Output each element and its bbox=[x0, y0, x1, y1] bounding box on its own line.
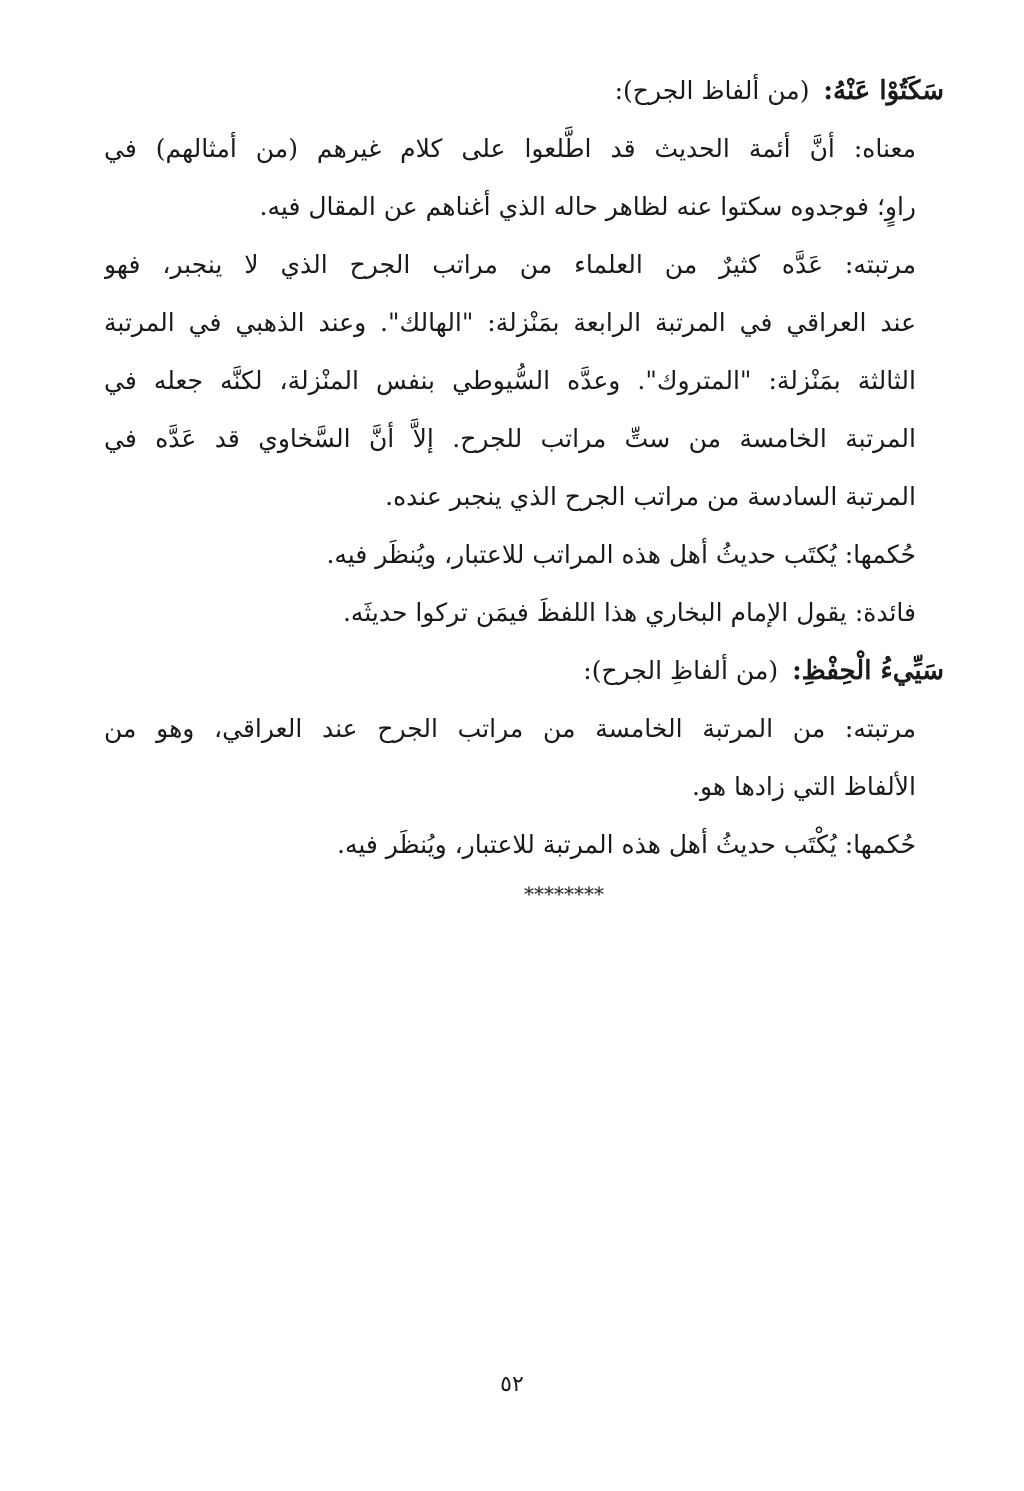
text-line: الثالثة بمَنْزلة: "المتروك". وعدَّه السُّيوطي بنفس المنْزلة، لكنَّه جعله في bbox=[104, 366, 916, 395]
text-line: المرتبة السادسة من مراتب الجرح الذي ينجبر عنده. bbox=[385, 482, 916, 511]
entry-category-note: (من ألفاظ الجرح): bbox=[614, 76, 810, 105]
entry-category-note: (من ألفاظِ الجرح): bbox=[583, 656, 779, 685]
entry-heading-sakatu-anhu bbox=[104, 62, 944, 120]
text-line: مرتبته: من المرتبة الخامسة من مراتب الجرح عند العراقي، وهو من bbox=[104, 714, 916, 743]
page-number: ٥٢ bbox=[500, 1372, 524, 1397]
text-line: الألفاظ التي زادها هو. bbox=[692, 772, 916, 801]
text-line: مرتبته: عَدَّه كثيرٌ من العلماء من مراتب الجرح الذي لا ينجبر، فهو bbox=[104, 250, 916, 279]
entry-term: سَكَتُوْا عَنْهُ: bbox=[823, 76, 944, 106]
entry-term: سَيِّيءُ الْحِفْظِ: bbox=[792, 656, 944, 686]
section-separator: ******** bbox=[524, 882, 604, 906]
text-line: المرتبة الخامسة من ستِّ مراتب للجرح. إلاَّ أنَّ السَّخاوي قد عَدَّه في bbox=[104, 424, 916, 453]
text-line: حُكمها: يُكْتَب حديثُ أهل هذه المرتبة للاعتبار، ويُنظَر فيه. bbox=[337, 830, 916, 859]
text-line: حُكمها: يُكتَب حديثُ أهل هذه المراتب للاعتبار، ويُنظَر فيه. bbox=[326, 540, 916, 569]
entry-heading-sayyi-al-hifz bbox=[104, 642, 944, 700]
text-line: فائدة: يقول الإمام البخاري هذا اللفظَ فيمَن تركوا حديثَه. bbox=[342, 598, 916, 627]
page-text bbox=[104, 62, 944, 914]
text-line: راوٍ؛ فوجدوه سكتوا عنه لظاهر حاله الذي أغناهم عن المقال فيه. bbox=[259, 192, 916, 221]
text-line: معناه: أنَّ أئمة الحديث قد اطَّلعوا على كلام غيرهم (من أمثالهم) في bbox=[104, 134, 916, 163]
text-line: عند العراقي في المرتبة الرابعة بمَنْزلة: "الهالك". وعند الذهبي في المرتبة bbox=[104, 308, 916, 337]
